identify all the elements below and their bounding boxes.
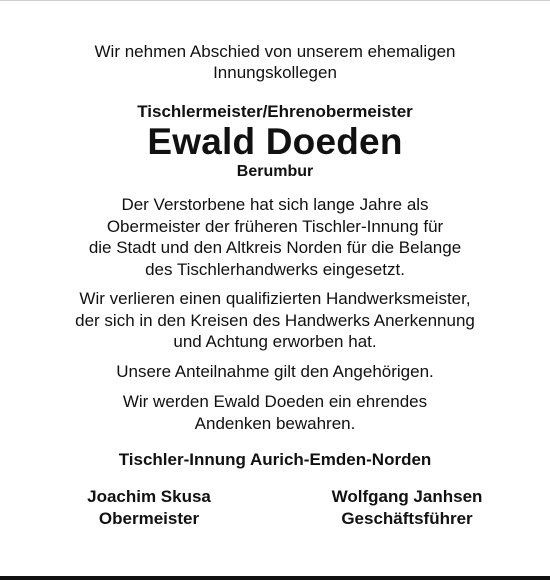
paragraph-sympathy <box>22 361 528 383</box>
paragraph-line: und Achtung erworben hat. <box>173 332 377 351</box>
signatory-role: Geschäftsführer <box>341 509 473 528</box>
paragraph-line: Andenken bewahren. <box>194 413 356 433</box>
paragraph-remembrance <box>22 391 528 434</box>
signatory-role: Obermeister <box>98 509 200 528</box>
signatory-right <box>312 486 502 530</box>
paragraph-line: des Tischlerhandwerks eingesetzt. <box>145 259 405 279</box>
intro-text <box>22 0 528 83</box>
paragraph-line: der sich in den Kreisen des Handwerks Anerkennung <box>75 310 475 330</box>
paragraph-line: Obermeister der früheren Tischler-Innung für <box>106 216 444 236</box>
paragraph-line: Wir werden Ewald Doeden ein ehrendes <box>122 392 428 411</box>
paragraph-line: Wir verlieren einen qualifizierten Handwerksmeister, <box>79 289 471 308</box>
paragraph-line: Unsere Anteilnahme gilt den Angehörigen. <box>116 361 434 381</box>
paragraph-loss <box>22 288 528 353</box>
paragraph-service <box>22 194 528 280</box>
deceased-place: Berumbur <box>236 163 314 180</box>
organization-name: Tischler-Innung Aurich-Emden-Norden <box>118 450 432 469</box>
intro-line: Wir nehmen Abschied von unserem ehemaligen <box>94 42 456 61</box>
signatory-left <box>69 486 229 530</box>
signatory-name: Joachim Skusa <box>87 487 211 506</box>
signatories <box>22 486 528 532</box>
intro-line: Innungskollegen <box>213 63 337 82</box>
paragraph-line: die Stadt und den Altkreis Norden für die Belange <box>88 238 462 257</box>
signatory-name: Wolfgang Janhsen <box>331 487 483 506</box>
deceased-title: Tischlermeister/Ehrenobermeister <box>137 102 413 121</box>
paragraph-line: Der Verstorbene hat sich lange Jahre als <box>121 195 429 214</box>
deceased-name: Ewald Doeden <box>147 121 403 162</box>
